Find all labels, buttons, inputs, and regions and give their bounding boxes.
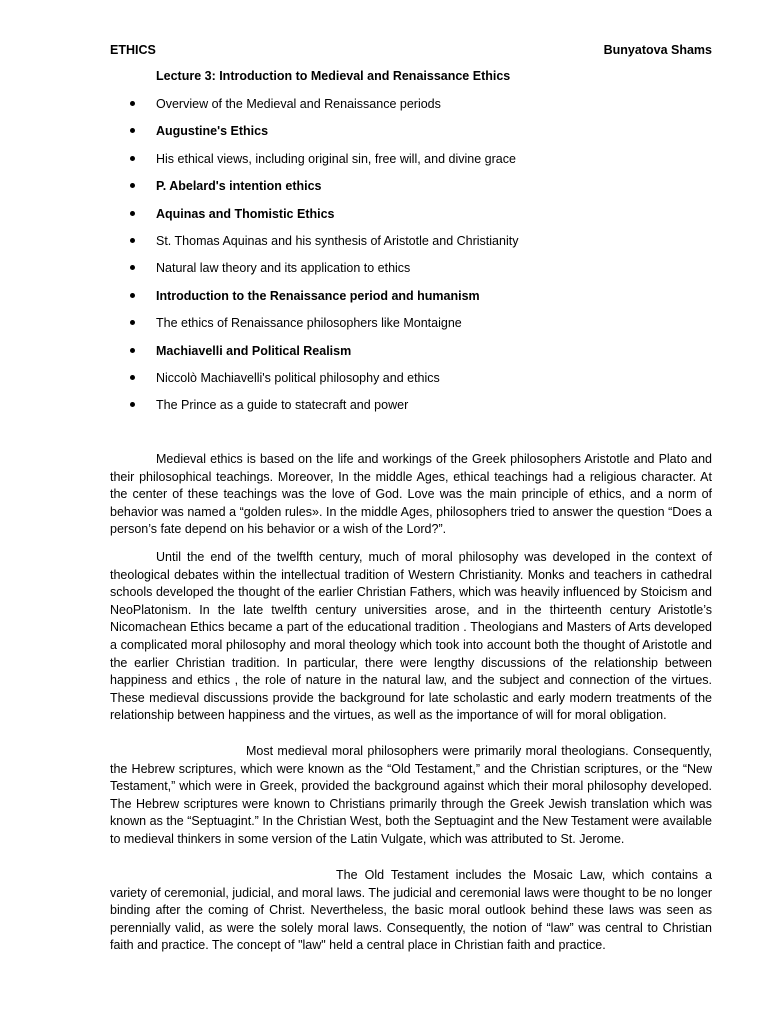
body-paragraph-1: Medieval ethics is based on the life and workings of the Greek philosophers Aristotle and Plato and their philosophical teachings. Moreover, In the middle Ages, ethical teachings had a religious character. At the center of these teachings was the love of God. Love was the main principle of ethics, and a norm of behavior was named a “golden rules». In the middle Ages, philosophers tried to answer the question “Does a person’s fate depend on his behavior or a wish of the Lord?”. [110, 452, 712, 537]
body-paragraph-2: Until the end of the twelfth century, much of moral philosophy was developed in the context of theological debates within the intellectual tradition of Western Christianity. Monks and teachers in cathedral schools developed the thought of the earlier Christian Fathers, which was heavily influenced by Stoicism and NeoPlatonism. In the late twelfth century universities arose, and in the thirteenth century Aristotle’s Nicomachean Ethics became a part of the educational tradition . Theologians and Masters of Arts developed a complicated moral philosophy and moral theology which took into account both the thought of Aristotle and the earlier Christian tradition. In particular, there were lengthy discussions of the relationship between happiness and ethics , the role of nature in the natural law, and the subject and connection of the virtues. These medieval discussions provide the background for late scholastic and early modern treatments of the relationship between happiness and the virtues, as well as the importance of will for moral obligation. [110, 550, 712, 723]
outline-item-text: Machiavelli and Political Realism [156, 343, 352, 358]
bullet-icon [130, 238, 135, 243]
lecture-outline-list [0, 96, 768, 425]
outline-item-text: Introduction to the Renaissance period and humanism [156, 288, 480, 303]
outline-item [0, 397, 768, 424]
outline-item-text: St. Thomas Aquinas and his synthesis of Aristotle and Christianity [156, 233, 519, 248]
outline-item [0, 260, 768, 287]
header-author-name: Bunyatova Shams [603, 43, 712, 57]
outline-item [0, 233, 768, 260]
outline-item [0, 206, 768, 233]
bullet-icon [130, 348, 135, 353]
outline-item [0, 178, 768, 205]
outline-item [0, 288, 768, 315]
outline-item-text: The ethics of Renaissance philosophers like Montaigne [156, 316, 462, 331]
bullet-icon [130, 320, 135, 325]
bullet-icon [130, 156, 135, 161]
outline-item [0, 315, 768, 342]
bullet-icon [130, 101, 135, 106]
header-course-title: ETHICS [110, 43, 156, 57]
outline-item-text: Overview of the Medieval and Renaissance periods [156, 97, 441, 111]
outline-item-text: His ethical views, including original sin, free will, and divine grace [156, 151, 516, 166]
bullet-icon [130, 402, 135, 407]
outline-item-text: The Prince as a guide to statecraft and power [156, 398, 409, 413]
bullet-icon [130, 183, 135, 188]
bullet-icon [130, 375, 135, 380]
outline-item [0, 370, 768, 397]
bullet-icon [130, 293, 135, 298]
outline-item [0, 123, 768, 150]
outline-item-text: Natural law theory and its application to ethics [156, 261, 411, 276]
bullet-icon [130, 211, 135, 216]
outline-item-text: P. Abelard's intention ethics [156, 179, 322, 194]
outline-item [0, 151, 768, 178]
outline-item-text: Niccolò Machiavelli's political philosophy and ethics [156, 370, 440, 385]
body-paragraph-3: Most medieval moral philosophers were primarily moral theologians. Consequently, the Hebrew scriptures, which were known as the “Old Testament,” and the Christian scriptures, or the “New Testament,” which were in Greek, provided the background against which their moral philosophy developed. The Hebrew scriptures were known to Christians primarily through the Greek Jewish translation which was known as the “Septuagint.” In the Christian West, both the Septuagint and the New Testament were available to medieval thinkers in some version of the Latin Vulgate, which was attributed to St. Jerome. [110, 744, 712, 846]
outline-item-text: Aquinas and Thomistic Ethics [156, 206, 335, 221]
bullet-icon [130, 265, 135, 270]
outline-item [0, 96, 768, 123]
body-paragraph-4: The Old Testament includes the Mosaic Law, which contains a variety of ceremonial, judicial, and moral laws. The judicial and ceremonial laws were thought to be no longer binding after the coming of Christ. Nevertheless, the basic moral outlook behind these laws was seen as perennially valid, as were the solely moral laws. Consequently, the notion of “law” was central to Christian faith and practice. The concept of "law" held a central place in Christian faith and practice. [110, 868, 712, 953]
bullet-icon [130, 128, 135, 133]
outline-item-text: Augustine's Ethics [156, 124, 269, 139]
lecture-title: Lecture 3: Introduction to Medieval and Renaissance Ethics [156, 69, 511, 83]
outline-item [0, 343, 768, 370]
